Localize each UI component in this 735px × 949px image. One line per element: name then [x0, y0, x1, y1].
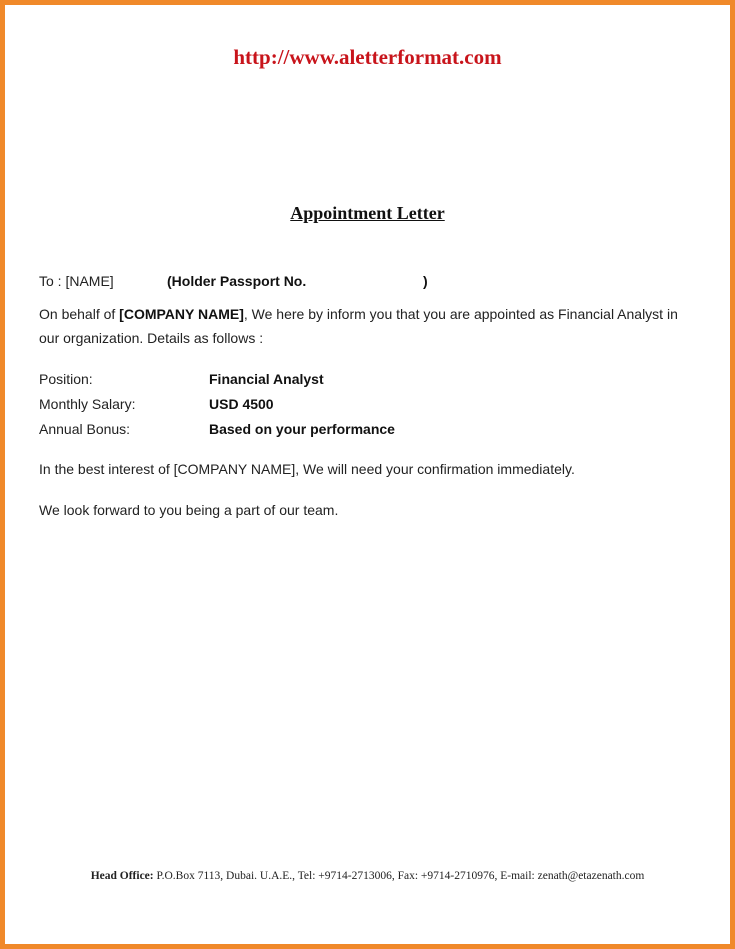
intro-line-2: our organization. Details as follows :: [39, 330, 264, 346]
intro-company: [COMPANY NAME]: [119, 306, 244, 322]
confirmation-paragraph: In the best interest of [COMPANY NAME], We will need your confirmation immediately.: [39, 461, 575, 477]
website-url[interactable]: http://www.aletterformat.com: [233, 45, 502, 69]
detail-value-salary: USD 4500: [209, 396, 274, 412]
detail-value-position: Financial Analyst: [209, 371, 324, 387]
detail-value-bonus: Based on your performance: [209, 421, 395, 437]
letter-title: Appointment Letter: [290, 203, 445, 223]
recipient-name: To : [NAME]: [39, 273, 114, 289]
closing-paragraph: We look forward to you being a part of our team.: [39, 502, 339, 518]
passport-close: ): [423, 273, 428, 289]
intro-rest: , We here by inform you that you are appointed as Financial Analyst in: [243, 306, 678, 322]
detail-label-position: Position:: [39, 371, 93, 387]
detail-label-salary: Monthly Salary:: [39, 396, 136, 412]
footer-label: Head Office:: [90, 870, 154, 882]
passport-label: (Holder Passport No.: [167, 273, 307, 289]
detail-label-bonus: Annual Bonus:: [39, 421, 131, 437]
intro-prefix: On behalf of: [39, 306, 120, 322]
intro-paragraph: [39, 302, 678, 326]
head-office-footer: [5, 870, 730, 882]
footer-contact: P.O.Box 7113, Dubai. U.A.E., Tel: +9714-2713006, Fax: +9714-2710976, E-mail: zenath@etazenath.com: [153, 870, 645, 882]
